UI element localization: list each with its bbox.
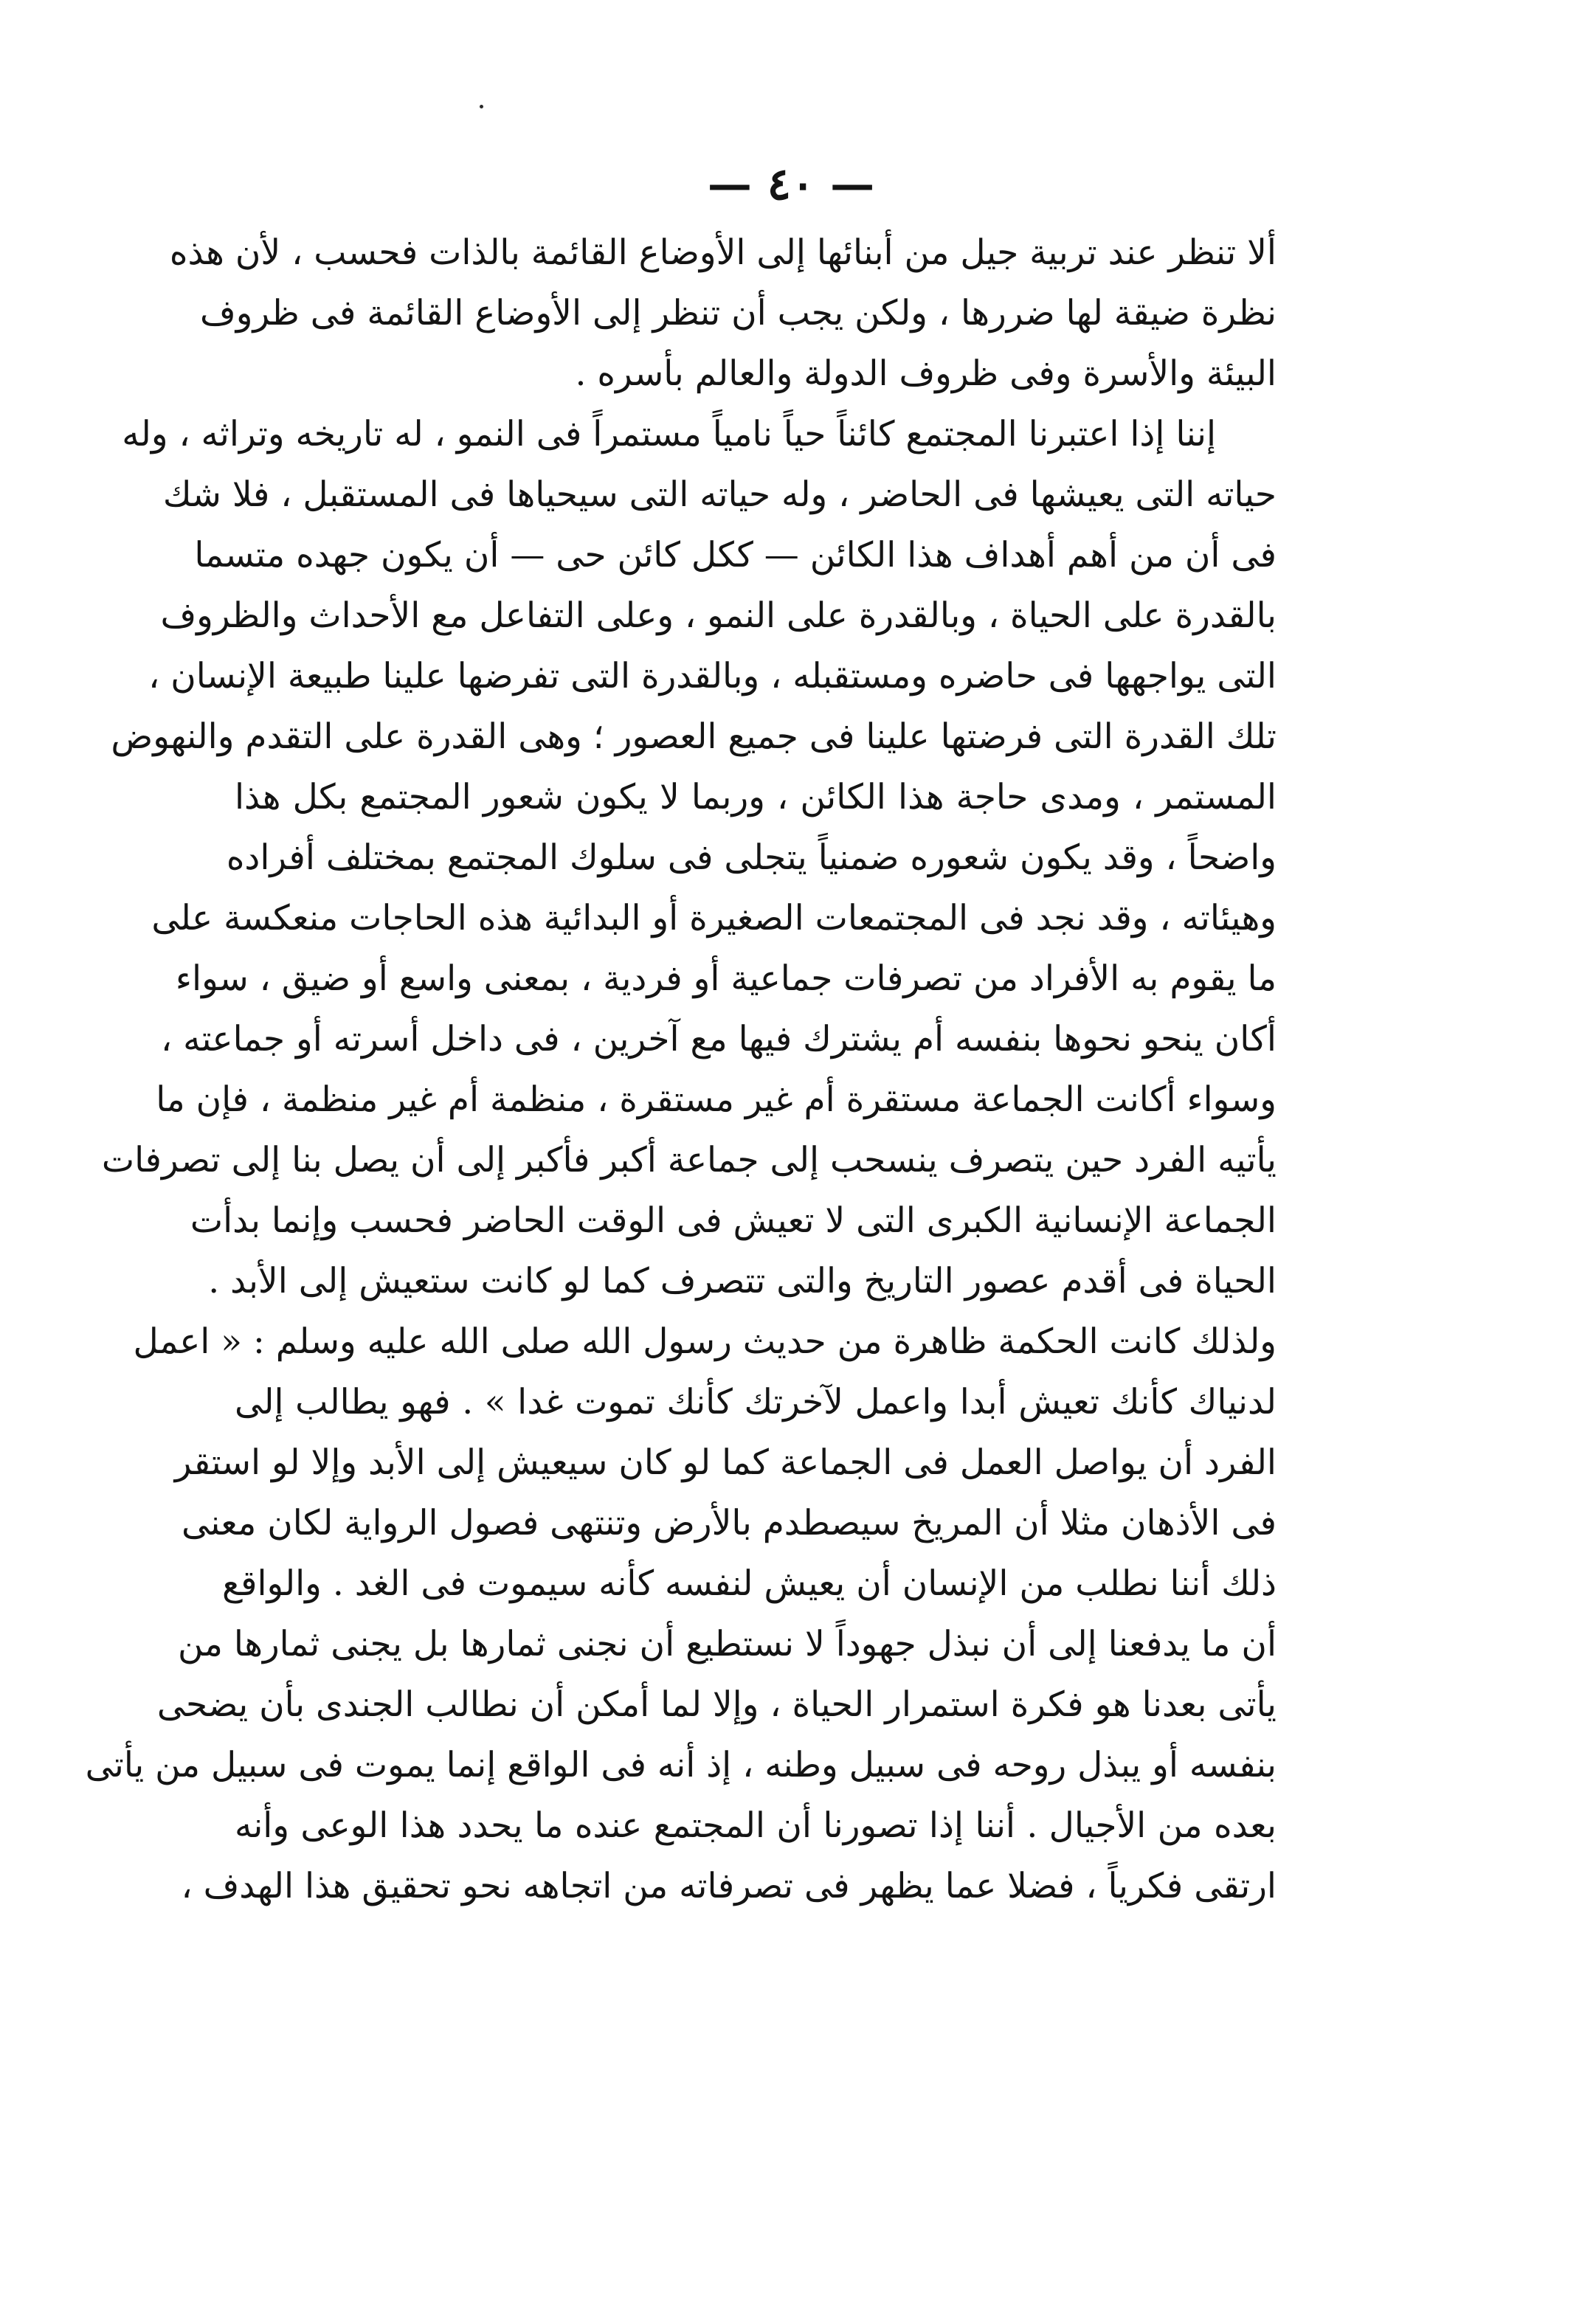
- text-line: المستمر ، ومدى حاجة هذا الكائن ، وربما لا يكون شعور المجتمع بكل هذا: [235, 777, 1277, 817]
- text-line: فى الأذهان مثلا أن المريخ سيصطدم بالأرض وتنتهى فصول الرواية لكان معنى: [182, 1503, 1277, 1543]
- text-line: أن ما يدفعنا إلى أن نبذل جهوداً لا نستطيع أن نجنى ثمارها بل يجنى ثمارها من: [177, 1624, 1277, 1664]
- text-line: الجماعة الإنسانية الكبرى التى لا تعيش فى الوقت الحاضر فحسب وإنما بدأت: [190, 1200, 1277, 1241]
- text-line: بالقدرة على الحياة ، وبالقدرة على النمو ، وعلى التفاعل مع الأحداث والظروف: [160, 595, 1277, 636]
- text-line: ذلك أننا نطلب من الإنسان أن يعيش لنفسه كأنه سيموت فى الغد . والواقع: [221, 1563, 1277, 1604]
- text-line: فى أن من أهم أهداف هذا الكائن — ككل كائن حى — أن يكون جهده متسما: [194, 535, 1277, 575]
- text-line: ولذلك كانت الحكمة ظاهرة من حديث رسول الله صلى الله عليه وسلم : « اعمل: [133, 1321, 1277, 1362]
- text-line: الفرد أن يواصل العمل فى الجماعة كما لو كان سيعيش إلى الأبد وإلا لو استقر: [174, 1442, 1277, 1483]
- text-line: وسواء أكانت الجماعة مستقرة أم غير مستقرة ، منظمة أم غير منظمة ، فإن ما: [156, 1079, 1277, 1120]
- scan-speck: [480, 105, 483, 108]
- body-text: [85, 223, 1277, 1917]
- page-number: — ٤٠ —: [707, 159, 875, 210]
- text-line: ألا تنظر عند تربية جيل من أبنائها إلى الأوضاع القائمة بالذات فحسب ، لأن هذه: [169, 232, 1277, 273]
- text-line: نظرة ضيقة لها ضررها ، ولكن يجب أن تنظر إلى الأوضاع القائمة فى ظروف: [200, 293, 1277, 333]
- text-line: حياته التى يعيشها فى الحاضر ، وله حياته التى سيحياها فى المستقبل ، فلا شك: [162, 474, 1277, 515]
- text-line: البيئة والأسرة وفى ظروف الدولة والعالم بأسره .: [575, 353, 1277, 394]
- text-line: ما يقوم به الأفراد من تصرفات جماعية أو فردية ، بمعنى واسع أو ضيق ، سواء: [175, 958, 1277, 999]
- text-line: بنفسه أو يبذل روحه فى سبيل وطنه ، إذ أنه فى الواقع إنما يموت فى سبيل من يأتى: [85, 1745, 1277, 1785]
- text-line: أكان ينحو نحوها بنفسه أم يشترك فيها مع آخرين ، فى داخل أسرته أو جماعته ،: [161, 1019, 1277, 1059]
- text-line: وهيئاته ، وقد نجد فى المجتمعات الصغيرة أو البدائية هذه الحاجات منعكسة على: [151, 898, 1277, 938]
- text-line: لدنياك كأنك تعيش أبدا واعمل لآخرتك كأنك تموت غدا » . فهو يطالب إلى: [235, 1382, 1277, 1422]
- text-line: الحياة فى أقدم عصور التاريخ والتى تتصرف كما لو كانت ستعيش إلى الأبد .: [208, 1261, 1277, 1301]
- text-line: إننا إذا اعتبرنا المجتمع كائناً حياً نامياً مستمراً فى النمو ، له تاريخه وتراثه ، وله: [122, 414, 1216, 454]
- text-line: واضحاً ، وقد يكون شعوره ضمنياً يتجلى فى سلوك المجتمع بمختلف أفراده: [226, 837, 1277, 878]
- text-line: تلك القدرة التى فرضتها علينا فى جميع العصور ؛ وهى القدرة على التقدم والنهوض: [111, 716, 1277, 757]
- text-line: يأتيه الفرد حين يتصرف ينسحب إلى جماعة أكبر فأكبر إلى أن يصل بنا إلى تصرفات: [101, 1140, 1277, 1180]
- text-line: التى يواجهها فى حاضره ومستقبله ، وبالقدرة التى تفرضها علينا طبيعة الإنسان ،: [148, 656, 1277, 696]
- text-line: ارتقى فكرياً ، فضلا عما يظهر فى تصرفاته من اتجاهه نحو تحقيق هذا الهدف ،: [181, 1866, 1277, 1906]
- text-line: يأتى بعدنا هو فكرة استمرار الحياة ، وإلا لما أمكن أن نطالب الجندى بأن يضحى: [156, 1684, 1277, 1725]
- text-line: بعده من الأجيال . أننا إذا تصورنا أن المجتمع عنده ما يحدد هذا الوعى وأنه: [235, 1805, 1277, 1846]
